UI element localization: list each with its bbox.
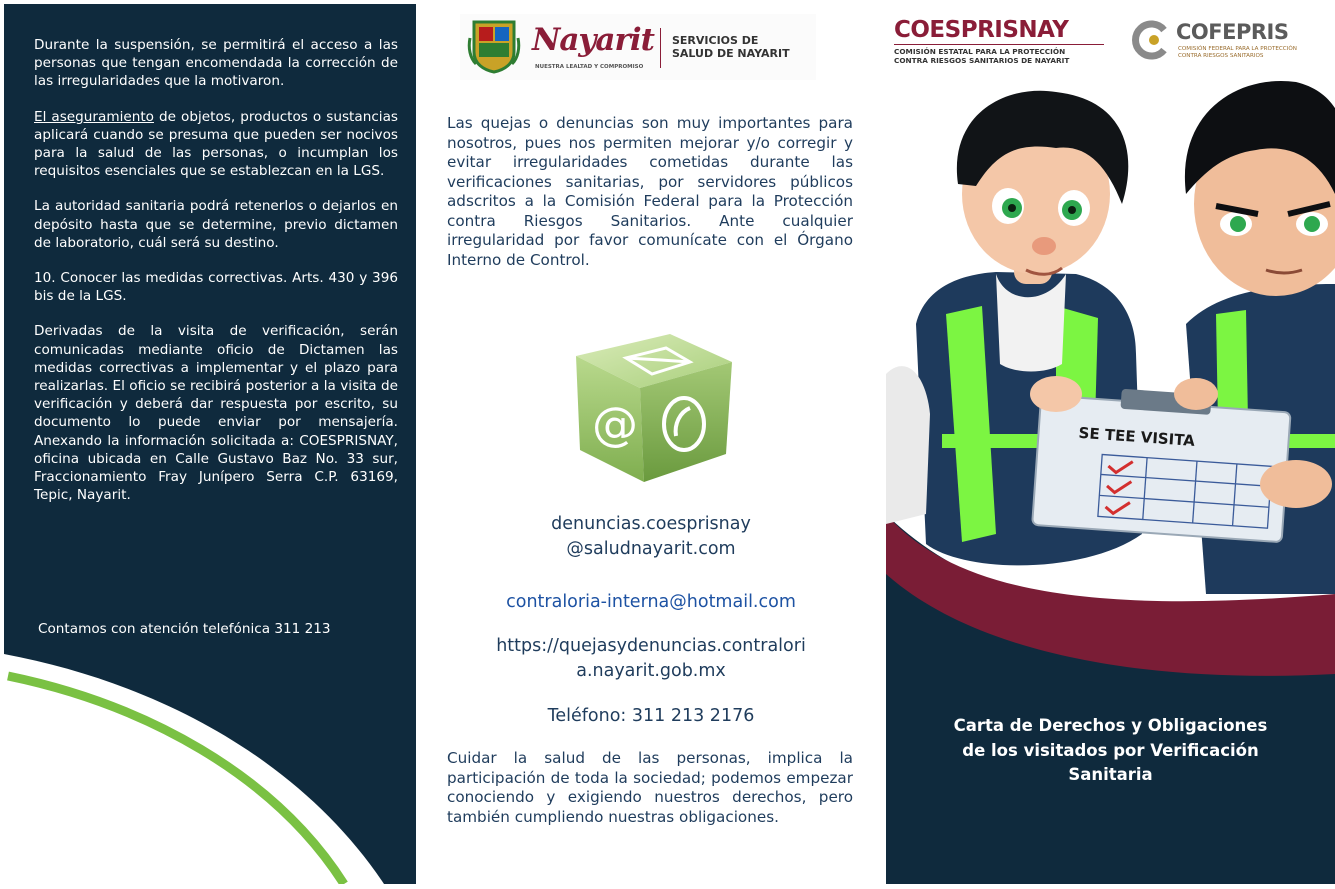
cofe-sub-line1: COMISIÓN FEDERAL PARA LA PROTECCIÓN: [1178, 46, 1297, 52]
servicios-line2: SALUD DE NAYARIT: [672, 47, 790, 60]
complaints-url-link[interactable]: [416, 634, 886, 684]
nayarit-wordmark: Nayarit: [532, 22, 654, 58]
left-paragraph: 10. Conocer las medidas correctivas. Arts. 430 y 396 bis de la LGS.: [34, 270, 398, 305]
title-line2: de los visitados por Verificación: [962, 740, 1259, 760]
aseguramiento-term: El aseguramiento: [34, 108, 154, 125]
coesprisnay-wordmark: COESPRISNAY: [894, 17, 1069, 43]
contact-cube-icon: [566, 328, 742, 486]
left-paragraph: La autoridad sanitaria podrá retenerlos o dejarlos en depósito hasta que se determine, previo dictamen de laboratorio, cuál será su destino.: [34, 198, 398, 251]
clipboard-text: SE TEE VISITA: [1078, 423, 1196, 450]
coesprisnay-logo: [894, 18, 1104, 65]
servicios-salud-label: [672, 34, 790, 60]
complaints-intro: Las quejas o denuncias son muy importantes para nosotros, pues nos permiten mejorar y/o corregir y evitar irregularidades cometidas durante las verificaciones sanitarias, por servidores públicos adscritos a la Comisión Federal para la Protección contra Riesgos Sanitarios. Ante cualquier irregularidad por favor comunícate con el Órgano Interno de Control.: [447, 114, 853, 269]
aseguramiento-text: de objetos, productos o sustancias aplicará cuando se presuma que pueden ser nocivos para la salud de las personas, o incumplan los requisitos esenciales que se establezcan en la LGS.: [34, 108, 398, 180]
closing-paragraph: Cuidar la salud de las personas, implica la participación de toda la sociedad; podemos empezar conociendo y exigiendo nuestros derechos, pero también cumpliendo nuestras obligaciones.: [447, 749, 853, 826]
right-panel: [886, 4, 1335, 884]
coes-divider: [894, 44, 1104, 45]
url-line1: https://quejasydenuncias.contralori: [496, 636, 806, 656]
nayarit-tagline: NUESTRA LEALTAD Y COMPROMISO: [535, 64, 644, 70]
logo-divider: [660, 28, 661, 68]
decorative-curves: [4, 4, 416, 884]
cofepris-logo-icon: [1132, 20, 1172, 60]
cofepris-subtitle: [1178, 46, 1297, 59]
coes-sub-line1: COMISIÓN ESTATAL PARA LA PROTECCIÓN: [894, 47, 1066, 56]
left-paragraph: Derivadas de la visita de verificación, serán comunicadas mediante oficio de Dictamen las medidas correctivas a implementar y el plazo para realizarlas. El oficio se recibirá posterior a la visita de verificación y deberá dar respuesta por escrito, su documento lo puede enviar por mensajería. Anexando la información solicitada a: COESPRISNAY, oficina ubicada en Calle Gustavo Baz No. 33 sur, Fraccionamiento Fray Junípero Serra C.P. 63169, Tepic, Nayarit.: [34, 323, 398, 504]
title-line1: Carta de Derechos y Obligaciones: [953, 716, 1268, 735]
title-line3: Sanitaria: [1068, 765, 1153, 784]
phone-number: Teléfono: 311 213 2176: [547, 706, 755, 726]
brochure-title: [886, 714, 1335, 788]
url-line2: a.nayarit.gob.mx: [576, 661, 726, 681]
email-line1: denuncias.coesprisnay: [551, 514, 751, 534]
email-line2: @saludnayarit.com: [566, 539, 736, 559]
email-coesprisnay[interactable]: [416, 512, 886, 562]
middle-panel: [416, 4, 886, 884]
nayarit-logo: [460, 14, 816, 80]
email-contraloria-link[interactable]: contraloria-interna@hotmail.com: [506, 592, 796, 612]
servicios-line1: SERVICIOS DE: [672, 34, 759, 47]
at-sign-icon: @: [592, 397, 638, 451]
cofe-sub-line2: CONTRA RIESGOS SANITARIOS: [1178, 52, 1264, 59]
coes-sub-line2: CONTRA RIESGOS SANITARIOS DE NAYARIT: [894, 56, 1070, 65]
left-phone-line: Contamos con atención telefónica 311 213: [38, 621, 331, 637]
nayarit-shield-icon: [466, 18, 522, 74]
cofepris-wordmark: COFEPRIS: [1176, 20, 1289, 44]
left-panel: [4, 4, 416, 884]
left-paragraph: Durante la suspensión, se permitirá el acceso a las personas que tengan encomendada la corrección de las irregularidades que la motivaron.: [34, 37, 398, 90]
